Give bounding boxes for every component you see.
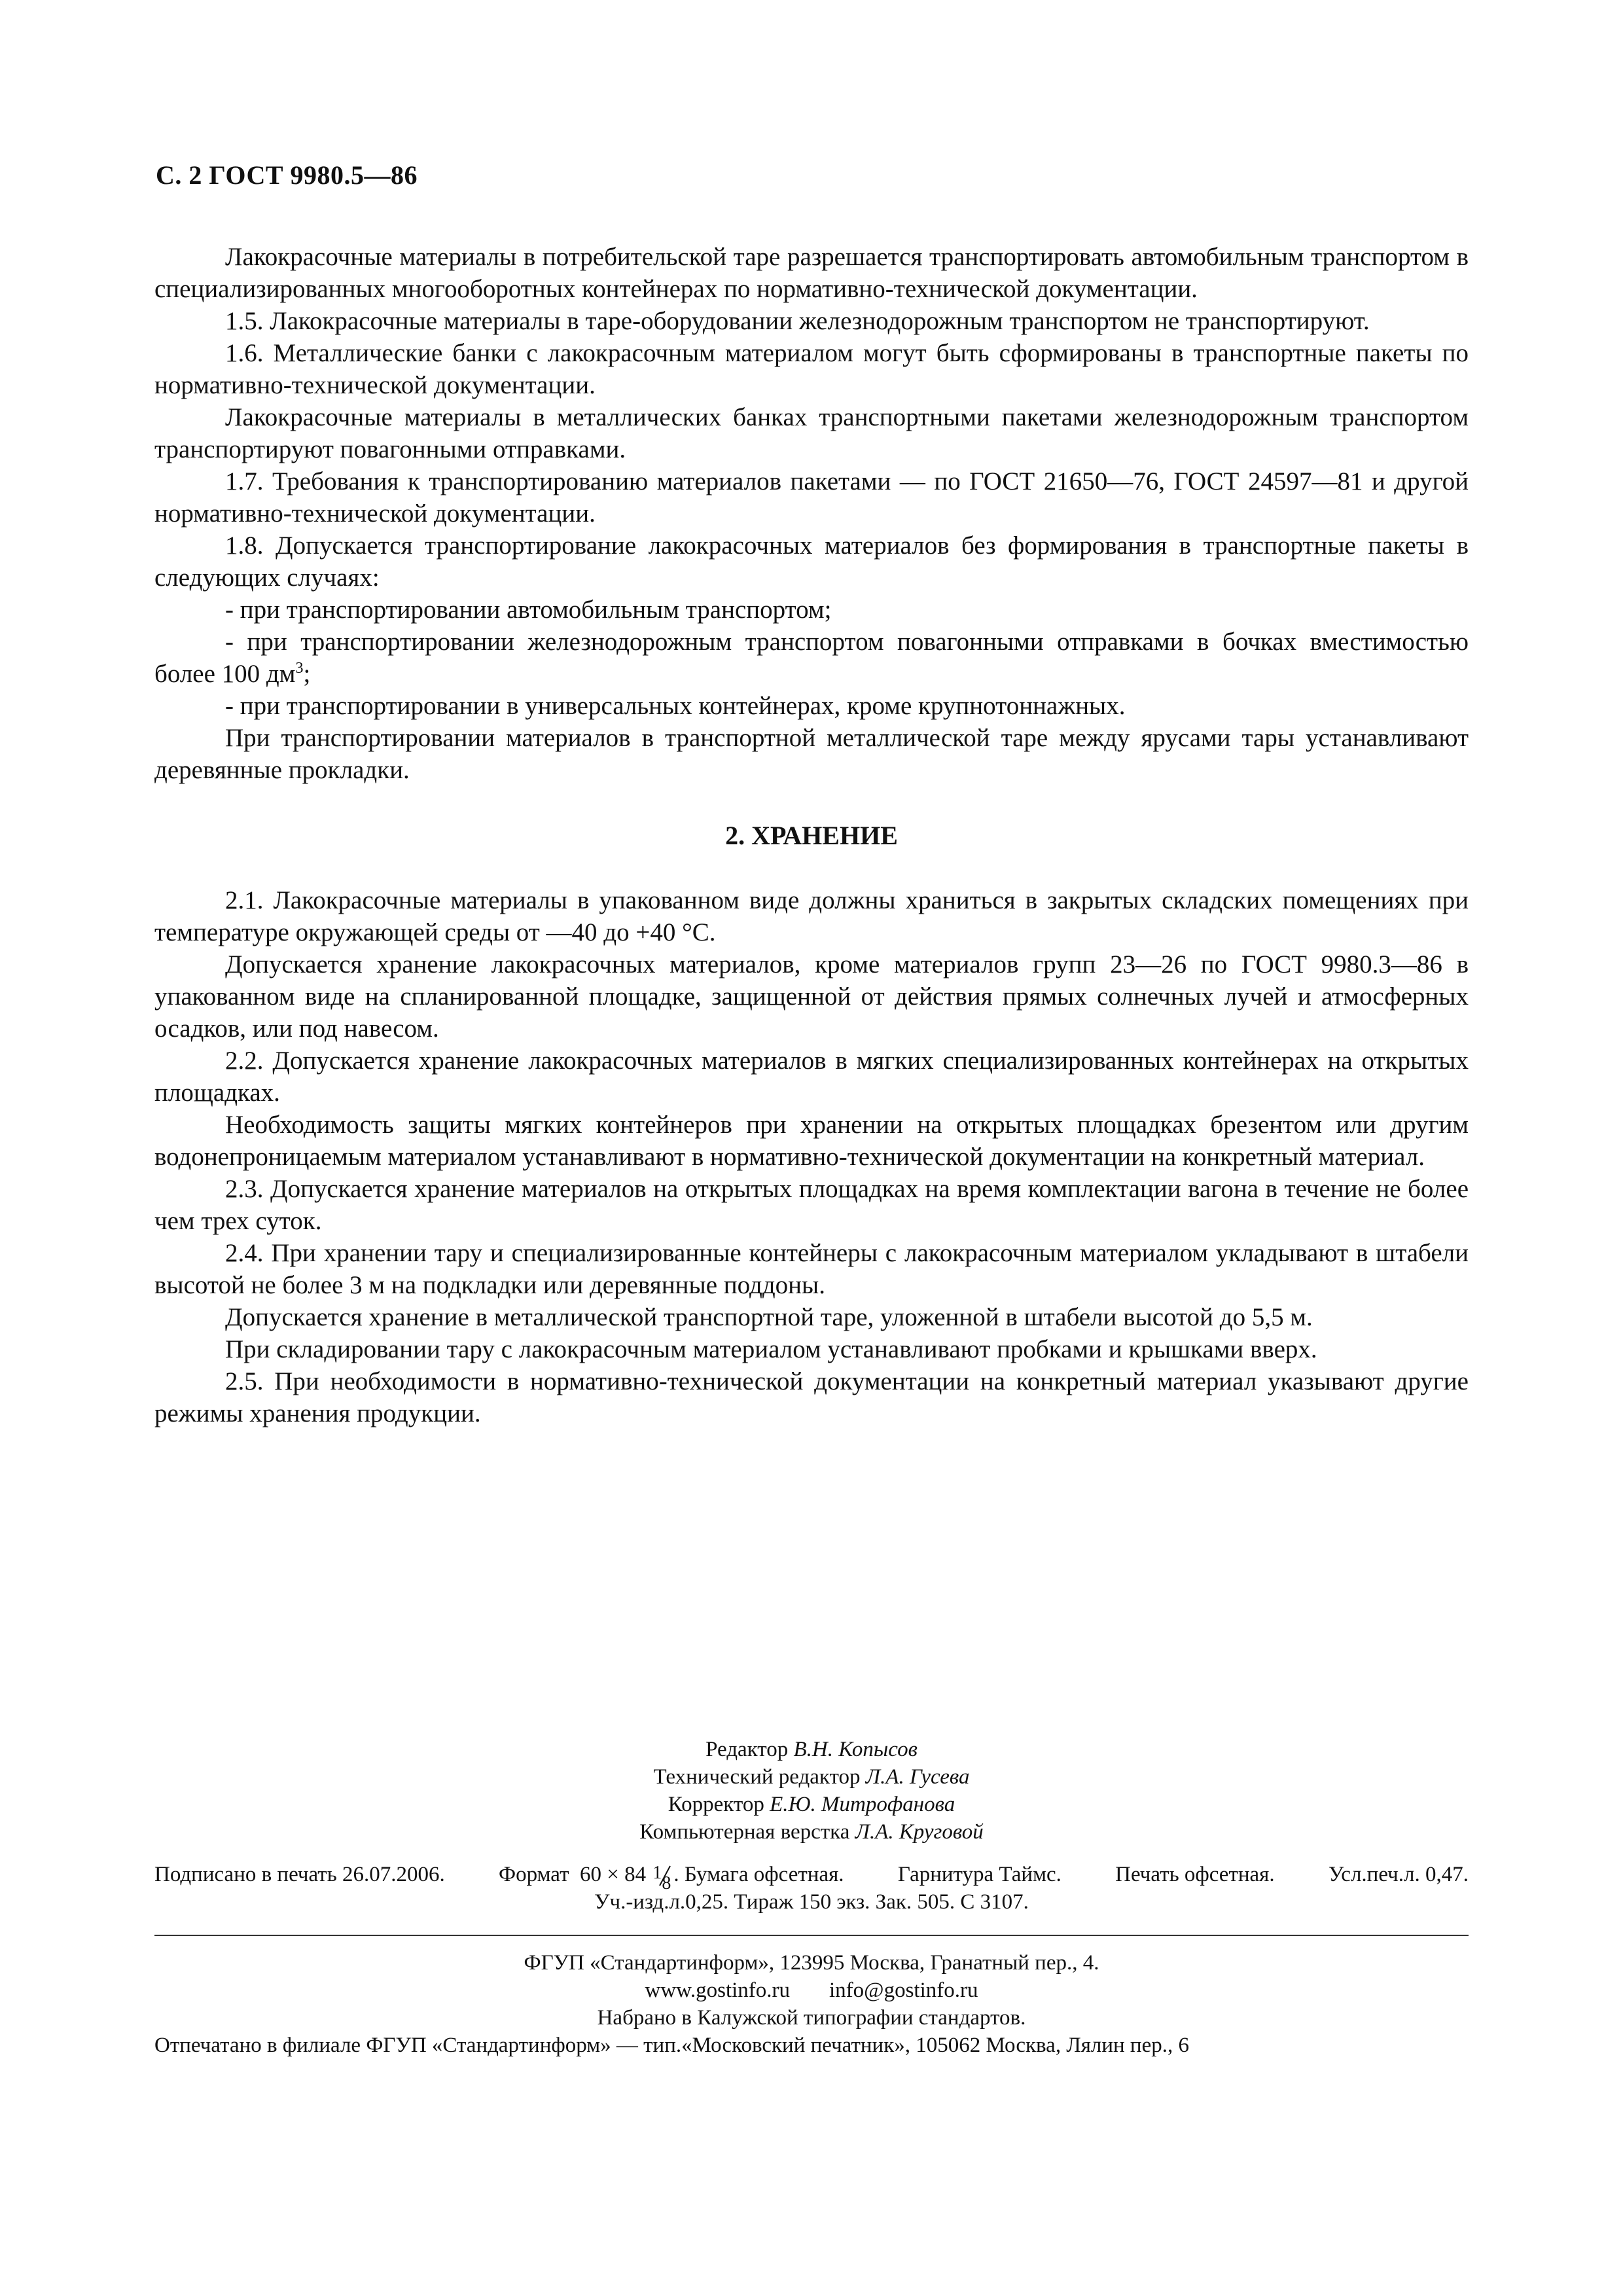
publisher-email: info@gostinfo.ru — [829, 1979, 978, 2002]
superscript: 3 — [295, 660, 304, 677]
credits-block — [0, 1736, 1623, 1846]
paragraph: Лакокрасочные материалы в потребительской таре разрешается транспортировать автомобильным транспортом в специализированных многооборотных контейнерах по нормативно-технической документации. — [154, 243, 1469, 303]
imprint-paper: . Бумага офсетная. — [673, 1863, 844, 1886]
paragraph: 1.8. Допускается транспортирование лакокрасочных материалов без формирования в транспортные пакеты в следующих случаях: — [154, 531, 1469, 592]
paragraph: Допускается хранение лакокрасочных материалов, кроме материалов групп 23—26 по ГОСТ 9980.3—86 в упакованном виде на спланированной площадке, защищенной от действия прямых солнечных лучей и атмосферных осадков, или под навесом. — [154, 950, 1469, 1043]
credit-role: Редактор — [705, 1738, 789, 1761]
fraction — [651, 1863, 673, 1894]
paragraph: 2.3. Допускается хранение материалов на открытых площадках на время комплектации вагона в течение не более чем трех суток. — [154, 1175, 1469, 1235]
publisher-website: www.gostinfo.ru — [645, 1979, 791, 2002]
paragraph-volume-text: - при транспортировании железнодорожным транспортом повагонными отправками в бочках вместимостью более 100 дм — [154, 628, 1469, 688]
paragraph: Допускается хранение в металлической транспортной таре, уложенной в штабели высотой до 5,5 м. — [225, 1303, 1313, 1331]
credit-line — [0, 1818, 1623, 1846]
imprint-signed: Подписано в печать 26.07.2006. — [154, 1863, 445, 1886]
publisher-block — [0, 1949, 1623, 2032]
credit-line — [0, 1763, 1623, 1791]
imprint-format — [499, 1861, 844, 1894]
paragraph: Необходимость защиты мягких контейнеров при хранении на открытых площадках брезентом или другим водонепроницаемым материалом устанавливают в нормативно-технической документации на конкретный материал. — [154, 1111, 1469, 1171]
fraction-denominator: 8 — [662, 1873, 671, 1894]
credit-role: Компьютерная верстка — [639, 1820, 850, 1844]
divider-rule — [154, 1935, 1469, 1936]
paragraph: При складировании тару с лакокрасочным материалом устанавливают пробками и крышками вверх. — [225, 1335, 1317, 1363]
paragraph: 1.6. Металлические банки с лакокрасочным материалом могут быть сформированы в транспортные пакеты по нормативно-технической документации. — [154, 339, 1469, 399]
credit-name: Е.Ю. Митрофанова — [770, 1793, 955, 1816]
paragraph: Лакокрасочные материалы в металлических банках транспортными пакетами железнодорожным транспортом транспортируют повагонными отправками. — [154, 403, 1469, 463]
printed-at-line: Отпечатано в филиале ФГУП «Стандартинформ» — тип.«Московский печатник», 105062 Москва, Лялин пер., 6 — [154, 2034, 1189, 2057]
paragraph: При транспортировании материалов в транспортной металлической таре между ярусами тары устанавливают деревянные прокладки. — [154, 724, 1469, 784]
imprint-print: Печать офсетная. — [1115, 1863, 1275, 1886]
paragraph: 2.4. При хранении тару и специализированные контейнеры с лакокрасочным материалом укладывают в штабели высотой не более 3 м на подкладки или деревянные поддоны. — [154, 1239, 1469, 1299]
paragraph: 1.7. Требования к транспортированию материалов пакетами — по ГОСТ 21650—76, ГОСТ 24597—81 и другой нормативно-технической документации. — [154, 467, 1469, 528]
imprint-font: Гарнитура Таймс. — [897, 1863, 1061, 1886]
imprint-block — [154, 1861, 1469, 1916]
credit-name: В.Н. Копысов — [793, 1738, 918, 1761]
credit-name: Л.А. Круговой — [855, 1820, 984, 1844]
credit-name: Л.А. Гусева — [865, 1765, 970, 1789]
imprint-line-1 — [154, 1861, 1469, 1894]
paragraph: 2.1. Лакокрасочные материалы в упакованном виде должны храниться в закрытых складских помещениях при температуре окружающей среды от —40 до +40 °С. — [154, 886, 1469, 946]
running-header: С. 2 ГОСТ 9980.5—86 — [156, 160, 418, 190]
section-title: 2. ХРАНЕНИЕ — [725, 821, 898, 850]
paragraph-volume — [154, 626, 1469, 690]
publisher-contacts — [0, 1977, 1623, 2004]
body-text — [154, 241, 1469, 1429]
paragraph: 2.2. Допускается хранение лакокрасочных материалов в мягких специализированных контейнерах на открытых площадках. — [154, 1047, 1469, 1107]
paragraph: - при транспортировании в универсальных контейнерах, кроме крупнотоннажных. — [225, 692, 1126, 720]
credit-line — [0, 1736, 1623, 1763]
paragraph: 2.5. При необходимости в нормативно-технической документации на конкретный материал указывают другие режимы хранения продукции. — [154, 1367, 1469, 1427]
credit-role: Технический редактор — [653, 1765, 861, 1789]
credit-line — [0, 1791, 1623, 1818]
typeset-note: Набрано в Калужской типографии стандартов. — [597, 2006, 1026, 2030]
imprint-line-2: Уч.-изд.л.0,25. Тираж 150 экз. Зак. 505. С 3107. — [594, 1890, 1029, 1914]
credit-role: Корректор — [668, 1793, 764, 1816]
paragraph-volume-end: ; — [303, 660, 311, 688]
publisher-address: ФГУП «Стандартинформ», 123995 Москва, Гранатный пер., 4. — [524, 1951, 1099, 1975]
imprint-usl: Усл.печ.л. 0,47. — [1328, 1863, 1469, 1886]
imprint-format-value: 60 × 84 — [580, 1863, 647, 1886]
fraction-numerator: 1 — [652, 1863, 662, 1884]
paragraph: - при транспортировании автомобильным транспортом; — [225, 596, 832, 624]
imprint-format-label: Формат — [499, 1863, 569, 1886]
paragraph: 1.5. Лакокрасочные материалы в таре-оборудовании железнодорожным транспортом не транспортируют. — [225, 307, 1370, 335]
